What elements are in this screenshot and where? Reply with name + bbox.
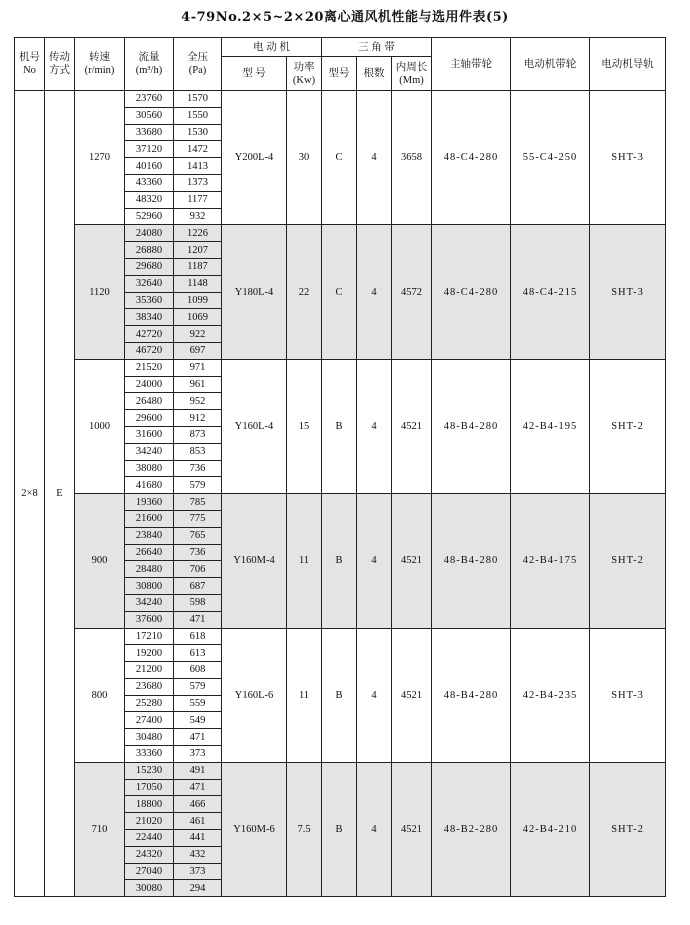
table-header (15, 38, 666, 91)
motor-rail-cell: SHT-3 (590, 91, 666, 225)
flow-cell: 22440 (125, 830, 174, 847)
belt-length-cell: 4521 (392, 628, 432, 762)
pressure-cell: 461 (174, 813, 222, 830)
speed-cell: 800 (75, 628, 125, 762)
motor-model-cell: Y180L-4 (222, 225, 287, 359)
flow-cell: 19360 (125, 494, 174, 511)
motor-pulley-cell: 48-C4-215 (511, 225, 590, 359)
belt-type-cell: B (322, 762, 357, 896)
flow-cell: 42720 (125, 326, 174, 343)
pressure-cell: 1570 (174, 91, 222, 108)
pressure-cell: 932 (174, 208, 222, 225)
flow-cell: 31600 (125, 426, 174, 443)
flow-cell: 34240 (125, 594, 174, 611)
pressure-cell: 912 (174, 410, 222, 427)
main-pulley-cell: 48-B4-280 (432, 359, 511, 493)
pressure-cell: 471 (174, 611, 222, 628)
pressure-cell: 579 (174, 678, 222, 695)
pressure-cell: 613 (174, 645, 222, 662)
motor-power-cell: 15 (287, 359, 322, 493)
main-pulley-cell: 48-B4-280 (432, 628, 511, 762)
speed-cell: 1000 (75, 359, 125, 493)
flow-cell: 21020 (125, 813, 174, 830)
flow-cell: 41680 (125, 477, 174, 494)
pressure-cell: 736 (174, 544, 222, 561)
flow-cell: 30080 (125, 880, 174, 897)
flow-cell: 37600 (125, 611, 174, 628)
pressure-cell: 1069 (174, 309, 222, 326)
table-row (15, 91, 666, 108)
belt-length-cell: 3658 (392, 91, 432, 225)
pressure-cell: 471 (174, 729, 222, 746)
table-row (15, 762, 666, 779)
belt-count-cell: 4 (357, 225, 392, 359)
main-pulley-cell: 48-B2-280 (432, 762, 511, 896)
motor-power-cell: 7.5 (287, 762, 322, 896)
motor-rail-cell: SHT-2 (590, 494, 666, 628)
pressure-cell: 373 (174, 746, 222, 763)
performance-table (14, 37, 666, 897)
pressure-cell: 1177 (174, 191, 222, 208)
speed-cell: 1120 (75, 225, 125, 359)
flow-cell: 48320 (125, 191, 174, 208)
header-drive: 传动 方式 (45, 38, 75, 91)
belt-count-cell: 4 (357, 628, 392, 762)
pressure-cell: 785 (174, 494, 222, 511)
pressure-cell: 1550 (174, 107, 222, 124)
pressure-cell: 1373 (174, 174, 222, 191)
belt-length-cell: 4521 (392, 494, 432, 628)
motor-model-cell: Y160M-6 (222, 762, 287, 896)
pressure-cell: 549 (174, 712, 222, 729)
flow-cell: 18800 (125, 796, 174, 813)
pressure-cell: 471 (174, 779, 222, 796)
pressure-cell: 706 (174, 561, 222, 578)
pressure-cell: 873 (174, 426, 222, 443)
flow-cell: 32640 (125, 275, 174, 292)
pressure-cell: 1187 (174, 258, 222, 275)
flow-cell: 40160 (125, 158, 174, 175)
pressure-cell: 294 (174, 880, 222, 897)
belt-type-cell: B (322, 628, 357, 762)
header-belt-length: 内周长 (Mm) (392, 57, 432, 91)
pressure-cell: 961 (174, 376, 222, 393)
flow-cell: 15230 (125, 762, 174, 779)
speed-cell: 710 (75, 762, 125, 896)
belt-type-cell: C (322, 91, 357, 225)
header-motor-power: 功率 (Kw) (287, 57, 322, 91)
flow-cell: 23840 (125, 527, 174, 544)
flow-cell: 35360 (125, 292, 174, 309)
header-main-pulley: 主轴带轮 (432, 38, 511, 91)
main-pulley-cell: 48-B4-280 (432, 494, 511, 628)
belt-length-cell: 4572 (392, 225, 432, 359)
pressure-cell: 491 (174, 762, 222, 779)
header-belt-count: 根数 (357, 57, 392, 91)
motor-pulley-cell: 42-B4-175 (511, 494, 590, 628)
pressure-cell: 853 (174, 443, 222, 460)
pressure-cell: 608 (174, 662, 222, 679)
pressure-cell: 687 (174, 578, 222, 595)
header-motor-model: 型 号 (222, 57, 287, 91)
flow-cell: 25280 (125, 695, 174, 712)
speed-cell: 1270 (75, 91, 125, 225)
header-belt-model: 型号 (322, 57, 357, 91)
pressure-cell: 1530 (174, 124, 222, 141)
belt-length-cell: 4521 (392, 762, 432, 896)
flow-cell: 28480 (125, 561, 174, 578)
pressure-cell: 1226 (174, 225, 222, 242)
flow-cell: 43360 (125, 174, 174, 191)
table-body (15, 91, 666, 897)
motor-pulley-cell: 55-C4-250 (511, 91, 590, 225)
pressure-cell: 765 (174, 527, 222, 544)
flow-cell: 37120 (125, 141, 174, 158)
table-row (15, 359, 666, 376)
flow-cell: 33680 (125, 124, 174, 141)
pressure-cell: 1148 (174, 275, 222, 292)
flow-cell: 24320 (125, 846, 174, 863)
main-pulley-cell: 48-C4-280 (432, 225, 511, 359)
pressure-cell: 373 (174, 863, 222, 880)
pressure-cell: 1413 (174, 158, 222, 175)
drive-cell: E (45, 91, 75, 897)
motor-power-cell: 30 (287, 91, 322, 225)
flow-cell: 30480 (125, 729, 174, 746)
table-row (15, 628, 666, 645)
pressure-cell: 697 (174, 342, 222, 359)
flow-cell: 26880 (125, 242, 174, 259)
flow-cell: 21200 (125, 662, 174, 679)
flow-cell: 46720 (125, 342, 174, 359)
header-motor-rail: 电动机导轨 (590, 38, 666, 91)
main-pulley-cell: 48-C4-280 (432, 91, 511, 225)
header-vbelt: 三 角 带 (322, 38, 432, 57)
flow-cell: 30560 (125, 107, 174, 124)
motor-rail-cell: SHT-3 (590, 628, 666, 762)
flow-cell: 33360 (125, 746, 174, 763)
flow-cell: 38080 (125, 460, 174, 477)
flow-cell: 26480 (125, 393, 174, 410)
motor-rail-cell: SHT-3 (590, 225, 666, 359)
motor-pulley-cell: 42-B4-235 (511, 628, 590, 762)
motor-rail-cell: SHT-2 (590, 762, 666, 896)
flow-cell: 24000 (125, 376, 174, 393)
flow-cell: 17050 (125, 779, 174, 796)
pressure-cell: 1472 (174, 141, 222, 158)
motor-model-cell: Y160L-4 (222, 359, 287, 493)
flow-cell: 23760 (125, 91, 174, 108)
flow-cell: 21520 (125, 359, 174, 376)
flow-cell: 26640 (125, 544, 174, 561)
pressure-cell: 559 (174, 695, 222, 712)
header-motor-pulley: 电动机带轮 (511, 38, 590, 91)
pressure-cell: 618 (174, 628, 222, 645)
pressure-cell: 1207 (174, 242, 222, 259)
flow-cell: 27040 (125, 863, 174, 880)
motor-pulley-cell: 42-B4-210 (511, 762, 590, 896)
pressure-cell: 432 (174, 846, 222, 863)
belt-length-cell: 4521 (392, 359, 432, 493)
belt-count-cell: 4 (357, 359, 392, 493)
motor-model-cell: Y160L-6 (222, 628, 287, 762)
table-row (15, 225, 666, 242)
header-machine-no: 机号 No (15, 38, 45, 91)
belt-count-cell: 4 (357, 494, 392, 628)
flow-cell: 34240 (125, 443, 174, 460)
pressure-cell: 1099 (174, 292, 222, 309)
pressure-cell: 466 (174, 796, 222, 813)
motor-model-cell: Y200L-4 (222, 91, 287, 225)
flow-cell: 27400 (125, 712, 174, 729)
motor-model-cell: Y160M-4 (222, 494, 287, 628)
pressure-cell: 922 (174, 326, 222, 343)
motor-power-cell: 11 (287, 494, 322, 628)
motor-power-cell: 11 (287, 628, 322, 762)
pressure-cell: 579 (174, 477, 222, 494)
motor-rail-cell: SHT-2 (590, 359, 666, 493)
speed-cell: 900 (75, 494, 125, 628)
belt-count-cell: 4 (357, 91, 392, 225)
flow-cell: 23680 (125, 678, 174, 695)
pressure-cell: 952 (174, 393, 222, 410)
flow-cell: 19200 (125, 645, 174, 662)
page-title: 4-79No.2×5~2×20离心通风机性能与选用件表(5) (181, 10, 509, 25)
machine-no-cell: 2×8 (15, 91, 45, 897)
belt-type-cell: B (322, 359, 357, 493)
belt-count-cell: 4 (357, 762, 392, 896)
pressure-cell: 971 (174, 359, 222, 376)
flow-cell: 24080 (125, 225, 174, 242)
pressure-cell: 441 (174, 830, 222, 847)
header-motor: 电 动 机 (222, 38, 322, 57)
belt-type-cell: B (322, 494, 357, 628)
motor-power-cell: 22 (287, 225, 322, 359)
pressure-cell: 775 (174, 510, 222, 527)
belt-type-cell: C (322, 225, 357, 359)
header-pressure: 全压 (Pa) (174, 38, 222, 91)
header-flow: 流量 (m³/h) (125, 38, 174, 91)
pressure-cell: 736 (174, 460, 222, 477)
header-speed: 转速 (r/min) (75, 38, 125, 91)
flow-cell: 29680 (125, 258, 174, 275)
motor-pulley-cell: 42-B4-195 (511, 359, 590, 493)
flow-cell: 21600 (125, 510, 174, 527)
flow-cell: 30800 (125, 578, 174, 595)
flow-cell: 17210 (125, 628, 174, 645)
table-row (15, 494, 666, 511)
flow-cell: 38340 (125, 309, 174, 326)
pressure-cell: 598 (174, 594, 222, 611)
flow-cell: 52960 (125, 208, 174, 225)
flow-cell: 29600 (125, 410, 174, 427)
